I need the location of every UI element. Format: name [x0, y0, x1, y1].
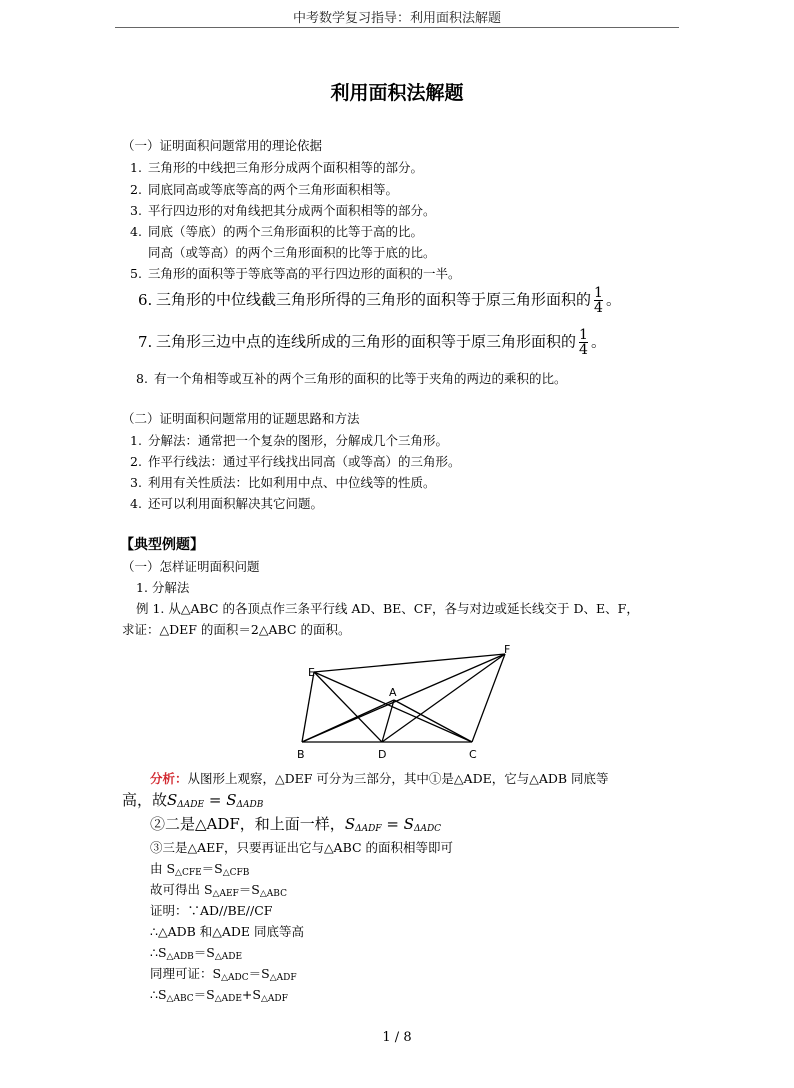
- math-subscript: △AEF: [212, 889, 239, 899]
- math-symbol: S: [167, 791, 178, 809]
- segment-EF: [314, 654, 505, 672]
- math-subscript: ΔADF: [355, 824, 382, 834]
- geometry-svg: [290, 642, 520, 767]
- running-header: 中考数学复习指导：利用面积法解题: [292, 11, 501, 26]
- item-number: 1.: [130, 160, 142, 175]
- fraction-numerator: 1: [579, 327, 588, 343]
- label-D: D: [378, 748, 387, 761]
- list-item: [130, 496, 323, 512]
- fraction-denominator: 4: [579, 342, 588, 358]
- math-subscript: △ABC: [166, 994, 194, 1004]
- analysis-line: [150, 861, 249, 881]
- list-item: [130, 475, 436, 491]
- item-number: 7.: [138, 332, 153, 351]
- label-F: F: [504, 643, 511, 656]
- label-C: C: [469, 748, 477, 761]
- math-subscript: △CFE: [175, 868, 202, 878]
- analysis-line: 证明：∵AD//BE//CF: [150, 903, 273, 918]
- segment-EC: [314, 672, 472, 742]
- math-subscript: ΔADC: [413, 824, 442, 834]
- item-number: 3.: [130, 203, 142, 218]
- item-number: 2.: [130, 454, 142, 469]
- math-symbol: S: [344, 815, 356, 833]
- list-item: [136, 371, 567, 387]
- list-item: [130, 224, 423, 240]
- list-item: [138, 328, 606, 357]
- analysis-text: 从图形上观察，△DEF 可分为三部分，其中①是△ADE，它与△ADB 同底等: [187, 771, 609, 786]
- analysis-text: ＝S: [248, 966, 270, 981]
- item-end: 。: [605, 290, 621, 309]
- segment-BE: [302, 672, 314, 742]
- analysis-text: ＝S: [201, 861, 223, 876]
- analysis-text: 同理可证：S: [150, 966, 222, 981]
- item-text: 同底（等底）的两个三角形面积的比等于高的比。: [148, 224, 424, 239]
- item-number: 4.: [130, 224, 142, 239]
- math-symbol: S: [226, 791, 237, 809]
- geometry-figure: [290, 642, 520, 767]
- math-subscript: △CFB: [222, 868, 250, 878]
- analysis-text: ＝S: [238, 882, 260, 897]
- page-number: 1 / 8: [382, 1030, 412, 1045]
- label-E: E: [308, 666, 315, 679]
- math-subscript: △ADE: [214, 952, 243, 962]
- math-subscript: △ABC: [259, 889, 287, 899]
- item-text: 同底同高或等底等高的两个三角形面积相等。: [148, 182, 399, 197]
- analysis-line: [150, 987, 288, 1007]
- list-item: [130, 182, 398, 198]
- item-text: 三角形的面积等于等底等高的平行四边形的面积的一半。: [148, 266, 461, 281]
- problem-line: 例 1. 从△ABC 的各顶点作三条平行线 AD、BE、CF，各与对边或延长线交于 D、E、F，: [136, 601, 639, 616]
- fraction: [579, 328, 588, 357]
- problem-line: 求证：△DEF 的面积＝2△ABC 的面积。: [122, 622, 351, 637]
- item-text: 平行四边形的对角线把其分成两个面积相等的部分。: [148, 203, 436, 218]
- examples-heading: 【典型例题】: [120, 537, 204, 553]
- item-number: 2.: [130, 182, 142, 197]
- math-subscript: △ADB: [166, 952, 194, 962]
- math-subscript: △ADF: [260, 994, 288, 1004]
- analysis-text: ②二是△ADF，和上面一样，: [150, 815, 345, 833]
- item-text: 作平行线法：通过平行线找出同高（或等高）的三角形。: [148, 454, 461, 469]
- math-subscript: ΔADB: [236, 800, 264, 810]
- item-number: 3.: [130, 475, 142, 490]
- list-item: [130, 433, 448, 449]
- analysis-text: ∴S: [150, 945, 167, 960]
- label-B: B: [297, 748, 305, 761]
- method-title: 1. 分解法: [136, 580, 190, 595]
- list-item: [130, 203, 436, 219]
- analysis-line: [122, 792, 263, 813]
- math-operator: =: [204, 791, 227, 809]
- fraction-denominator: 4: [594, 300, 603, 316]
- analysis-line: [150, 966, 297, 986]
- analysis-text: ＝S: [193, 945, 215, 960]
- analysis-text: ＝S: [193, 987, 215, 1002]
- analysis-line: [150, 771, 609, 787]
- analysis-text: 由 S: [150, 861, 176, 876]
- list-item: [130, 266, 461, 282]
- analysis-text: +S: [241, 987, 261, 1002]
- math-subscript: △ADC: [221, 973, 249, 983]
- analysis-line: ∴△ADB 和△ADE 同底等高: [150, 924, 305, 939]
- fraction: [594, 286, 603, 315]
- label-A: A: [389, 686, 397, 699]
- analysis-text: 高，故: [122, 791, 168, 809]
- item-text: 三角形三边中点的连线所成的三角形的面积等于原三角形面积的: [156, 332, 577, 351]
- math-subscript: △ADF: [269, 973, 297, 983]
- page-title: 利用面积法解题: [330, 82, 464, 104]
- item-text: 利用有关性质法：比如利用中点、中位线等的性质。: [148, 475, 436, 490]
- math-subscript: △ADE: [214, 994, 242, 1004]
- item-number: 4.: [130, 496, 142, 511]
- item-text: 还可以利用面积解决其它问题。: [148, 496, 324, 511]
- analysis-line: [150, 816, 441, 837]
- list-item: [148, 245, 436, 261]
- item-text: 有一个角相等或互补的两个三角形的面积的比等于夹角的两边的乘积的比。: [154, 371, 567, 386]
- analysis-label: 分析：: [150, 771, 188, 786]
- list-item: [138, 286, 621, 315]
- math-symbol: S: [403, 815, 414, 833]
- item-text: 三角形的中线把三角形分成两个面积相等的部分。: [148, 160, 424, 175]
- item-number: 5.: [130, 266, 142, 281]
- list-item: [130, 160, 423, 176]
- analysis-line: ③三是△AEF，只要再证出它与△ABC 的面积相等即可: [150, 840, 454, 855]
- item-text: 分解法：通常把一个复杂的图形，分解成几个三角形。: [148, 433, 449, 448]
- item-number: 6.: [138, 290, 153, 309]
- math-operator: =: [381, 815, 404, 833]
- item-number: 1.: [130, 433, 142, 448]
- item-end: 。: [590, 332, 606, 351]
- section2-heading: （二）证明面积问题常用的证题思路和方法: [122, 411, 360, 426]
- analysis-line: [150, 945, 242, 965]
- fraction-numerator: 1: [594, 285, 603, 301]
- segment-FC: [472, 654, 505, 742]
- item-number: 8.: [136, 371, 148, 386]
- analysis-text: 故可得出 S: [150, 882, 213, 897]
- section1-heading: （一）证明面积问题常用的理论依据: [122, 138, 323, 153]
- item-text: 三角形的中位线截三角形所得的三角形的面积等于原三角形面积的: [156, 290, 592, 309]
- math-subscript: ΔADE: [177, 800, 205, 810]
- list-item: [130, 454, 461, 470]
- item-text: 同高（或等高）的两个三角形面积的比等于底的比。: [148, 245, 436, 260]
- examples-subheading: （一）怎样证明面积问题: [122, 559, 260, 574]
- analysis-line: [150, 882, 287, 902]
- header-rule: [115, 27, 679, 28]
- analysis-text: ∴S: [150, 987, 167, 1002]
